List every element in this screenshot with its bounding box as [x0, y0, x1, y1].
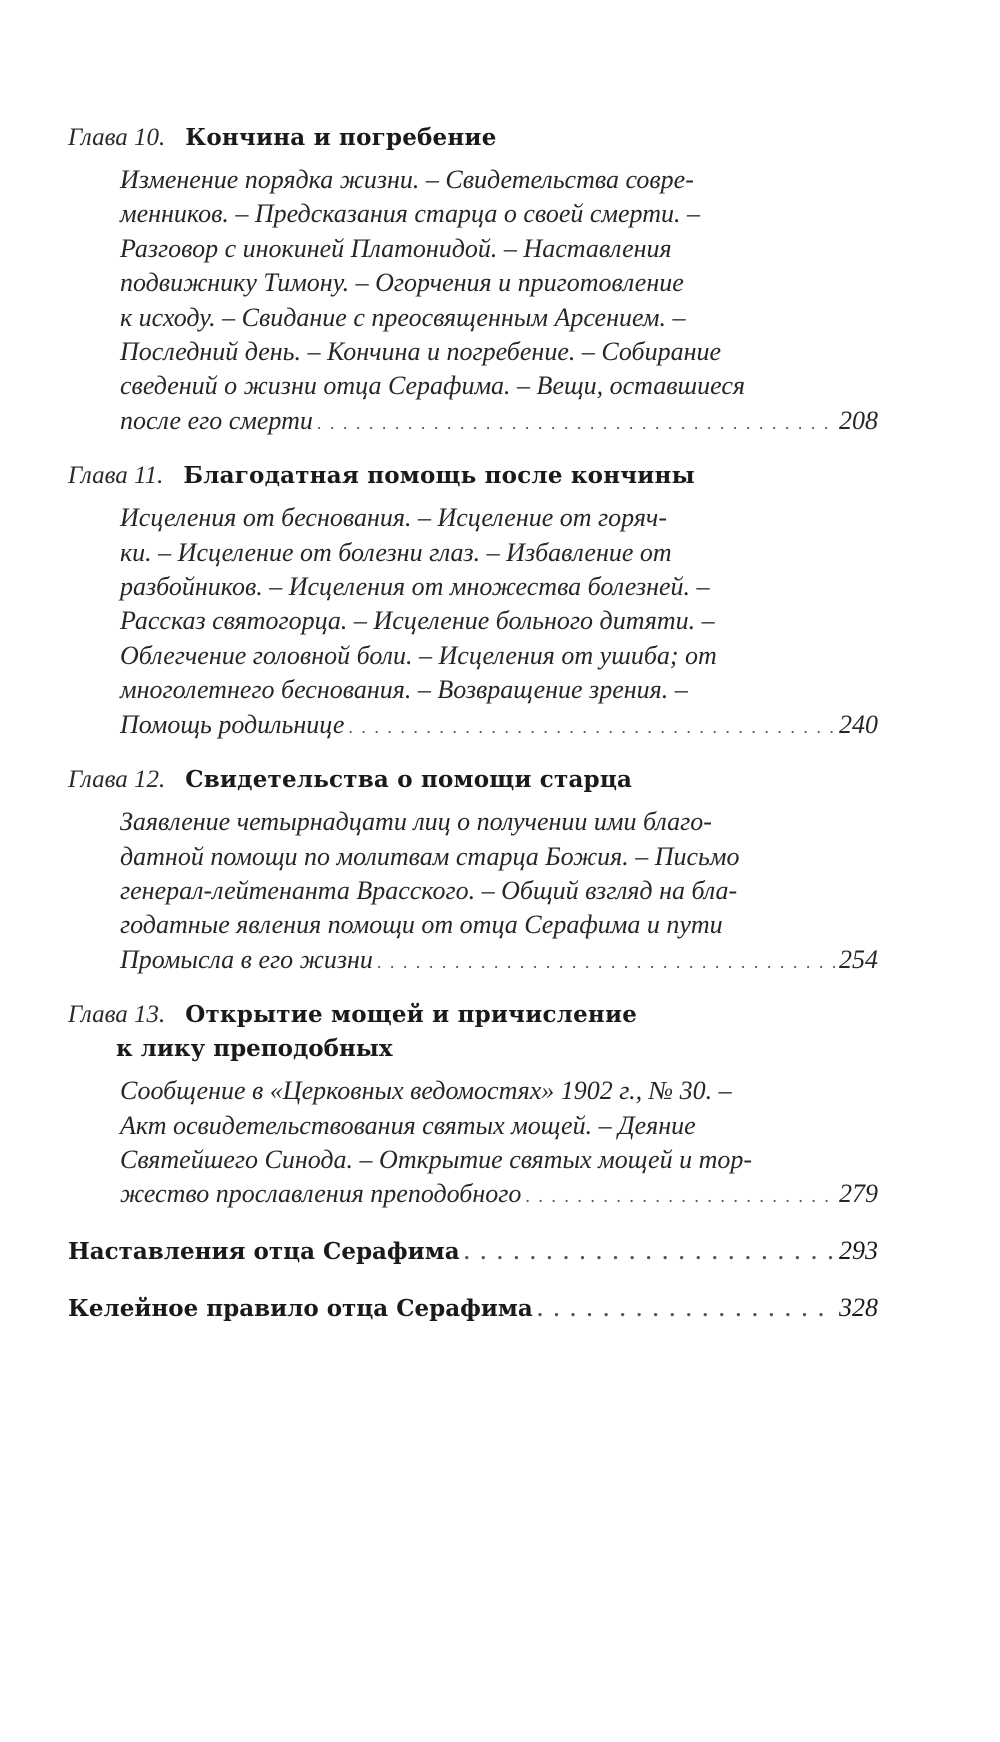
- chapter-heading: [68, 120, 878, 155]
- summary-line: сведений о жизни отца Серафима. – Вещи, оставшиеся: [120, 371, 745, 401]
- summary-line: Исцеления от беснования. – Исцеление от горяч-: [120, 503, 667, 533]
- page-number: 254: [839, 944, 878, 974]
- page-number: 328: [839, 1292, 878, 1322]
- chapter-heading: [68, 997, 878, 1066]
- summary-line: к исходу. – Свидание с преосвященным Арсением. –: [120, 302, 686, 332]
- chapter-title: Открытие мощей и причисление: [185, 1001, 638, 1029]
- chapter-summary: [120, 1074, 878, 1214]
- chapter-title-continuation: к лику преподобных: [116, 1035, 393, 1063]
- toc-section-instructions: [68, 1234, 878, 1271]
- chapter-heading: [68, 762, 878, 797]
- chapter-title: Кончина и погребение: [185, 124, 497, 151]
- toc-leader-line: [120, 708, 878, 744]
- summary-line: ки. – Исцеление от болезни глаз. – Избавление от: [120, 537, 672, 567]
- summary-line: после его смерти: [120, 405, 313, 435]
- toc-section-cell-rule: [68, 1291, 878, 1328]
- toc-leader-line: [120, 1177, 878, 1213]
- summary-line: Рассказ святогорца. – Исцеление больного дитяти. –: [120, 606, 715, 636]
- summary-line: Заявление четырнадцати лиц о получении ими благо-: [120, 807, 712, 837]
- summary-line: Сообщение в «Церковных ведомостях» 1902 г., № 30. –: [120, 1076, 732, 1106]
- section-title: Келейное правило отца Серафима: [68, 1294, 533, 1322]
- page-number: 279: [839, 1179, 878, 1209]
- summary-line: Святейшего Синода. – Открытие святых мощей и тор-: [120, 1144, 753, 1174]
- toc-chapter-10: [68, 120, 878, 440]
- dot-leader: [377, 945, 835, 979]
- dot-leader: [537, 1294, 835, 1328]
- chapter-title: Свидетельства о помощи старца: [185, 766, 633, 794]
- summary-line: жество прославления преподобного: [120, 1179, 522, 1209]
- toc-chapter-13: [68, 997, 878, 1214]
- toc-chapter-11: [68, 458, 878, 744]
- toc-chapter-12: [68, 762, 878, 979]
- summary-line: Изменение порядка жизни. – Свидетельства совре-: [120, 165, 694, 194]
- summary-line: Помощь родильнице: [120, 709, 345, 739]
- toc-leader-line: [120, 943, 878, 979]
- summary-line: датной помощи по молитвам старца Божия. – Письмо: [120, 841, 740, 871]
- dot-leader: [464, 1237, 835, 1271]
- summary-line: Промысла в его жизни: [120, 944, 373, 974]
- summary-line: Последний день. – Кончина и погребение. – Собирание: [120, 337, 722, 367]
- page-number: 293: [839, 1235, 878, 1265]
- page-number: 240: [839, 709, 878, 739]
- chapter-label: Глава 11.: [68, 462, 164, 490]
- page-number: 208: [839, 405, 878, 435]
- summary-line: генерал-лейтенанта Врасского. – Общий взгляд на бла-: [120, 875, 738, 905]
- summary-line: Акт освидетельствования святых мощей. – Деяние: [120, 1110, 696, 1140]
- chapter-heading: [68, 458, 878, 493]
- section-title: Наставления отца Серафима: [68, 1237, 460, 1265]
- chapter-label: Глава 13.: [68, 1001, 166, 1029]
- dot-leader: [317, 406, 835, 440]
- table-of-contents: [68, 120, 878, 1328]
- summary-line: подвижнику Тимону. – Огорчения и приготовление: [120, 268, 684, 298]
- dot-leader: [525, 1179, 835, 1213]
- summary-line: разбойников. – Исцеления от множества болезней. –: [120, 572, 710, 602]
- summary-line: Разговор с инокиней Платонидой. – Наставления: [120, 233, 672, 263]
- toc-leader-line: [120, 404, 878, 440]
- chapter-title: Благодатная помощь после кончины: [183, 462, 695, 490]
- summary-line: годатные явления помощи от отца Серафима и пути: [120, 910, 723, 940]
- dot-leader: [348, 710, 835, 744]
- chapter-summary: [120, 501, 878, 744]
- summary-line: многолетнего беснования. – Возвращение зрения. –: [120, 675, 688, 705]
- chapter-label: Глава 10.: [68, 124, 166, 151]
- chapter-label: Глава 12.: [68, 766, 166, 794]
- summary-line: Облегчение головной боли. – Исцеления от ушиба; от: [120, 640, 717, 670]
- chapter-summary: [120, 805, 878, 979]
- chapter-summary: [120, 163, 878, 440]
- summary-line: менников. – Предсказания старца о своей смерти. –: [120, 199, 700, 229]
